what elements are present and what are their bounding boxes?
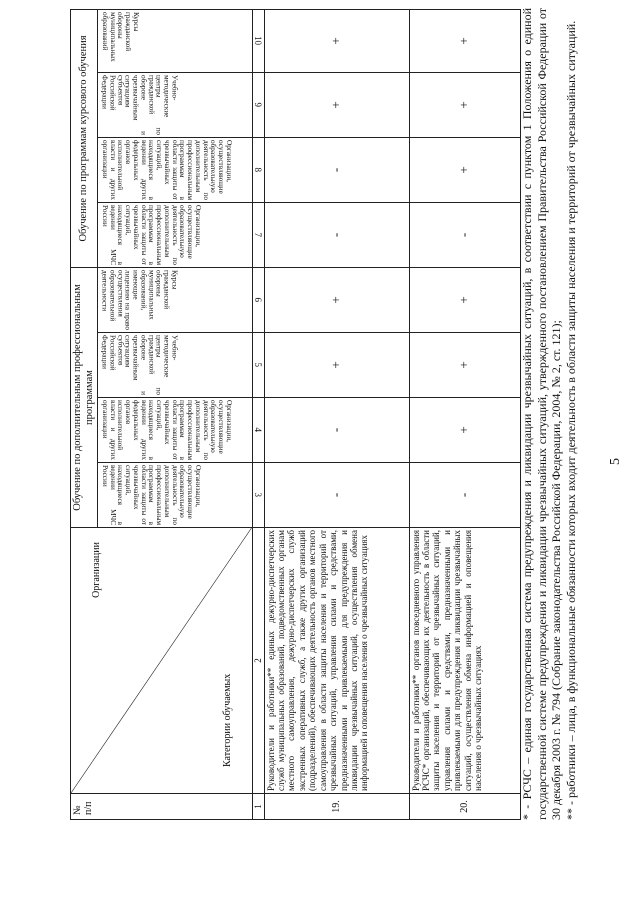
- row-mark: -: [264, 138, 409, 203]
- row-description: Руководители и работники** единых дежурно-диспетчерских служб муниципальных образований, подведомственных органам местного самоуправления, дежурно-диспетчерских служб экстренных оперативных служб, а также других организаций (подразделений), обеспечивающих деятельность органов местного самоуправления в области защиты населения и территорий от чрезвычайных ситуаций, управления силами и средствами, предназначенными и привлекаемыми для предупреждения и ликвидации чрезвычайных ситуаций, осуществления обмена информацией и оповещения населения о чрезвычайных ситуациях: [264, 528, 409, 794]
- column-number: 6: [252, 268, 264, 333]
- categories-label: Категории обучаемых: [222, 673, 234, 767]
- row-mark: -: [409, 463, 520, 528]
- column-number: 9: [252, 73, 264, 138]
- row-mark: +: [409, 73, 520, 138]
- footnotes: [520, 8, 579, 820]
- group-header-dpp: Обучение по дополнительным профессиональным программам: [71, 268, 98, 528]
- training-table: [70, 9, 521, 820]
- row-mark: -: [264, 203, 409, 268]
- column-header: Учебно-методические центры по гражданской обороне и чрезвычайным ситуациям субъектов Российской Федерации: [97, 73, 252, 138]
- row-description: Руководители и работники** органов повседневного управления РСЧС* организаций, обеспечивающих их деятельность в области защиты населения и территорий от чрезвычайных ситуаций, управления силами и средствами, предназначенными и привлекаемыми для предупреждения и ликвидации чрезвычайных ситуаций, осуществления обмена информацией и оповещения населения о чрезвычайных ситуациях: [409, 528, 520, 794]
- column-header: Организации, осуществляющие образовательную деятельность по дополнительным профессиональным программам в области защиты от чрезвычайных ситуаций, находящиеся в ведении других федеральных органов исполнительной власти и других организации: [97, 138, 252, 203]
- group-header-courses: Обучение по программам курсового обучения: [71, 9, 98, 267]
- column-header: Учебно-методические центры по гражданской обороне и чрезвычайным ситуациям субъектов Российской Федерации: [97, 333, 252, 398]
- table-row: [264, 9, 409, 819]
- column-header: Организации, осуществляющие образовательную деятельность по дополнительным профессиональным программам в области защиты от чрезвычайных ситуаций, находящиеся в ведении МЧС России: [97, 203, 252, 268]
- column-number: 8: [252, 138, 264, 203]
- row-mark: -: [264, 463, 409, 528]
- row-mark: +: [409, 9, 520, 72]
- organizations-label: Организации: [91, 542, 102, 598]
- table-row: [409, 9, 520, 819]
- footnote-rschs: * - РСЧС – единая государственная система предупреждения и ликвидации чрезвычайных ситуаций, в соответствии с пунктом 1 Положения о единой государственной системе предупреждения и ликвидации чрезвычайных ситуаций, утвержденного постановлением Правительства Российской Федерации от 30 декабря 2003 г. № 794 (Собрание законодательства Российской Федерации, 2004, № 2, ст. 121);: [520, 8, 564, 820]
- row-mark: -: [264, 398, 409, 463]
- num-header: № п/п: [71, 794, 253, 820]
- row-mark: +: [409, 138, 520, 203]
- footnote-workers: ** - работники – лица, в функциональные обязанности которых входит деятельность в области защиты населения и территорий от чрезвычайных ситуаций.: [563, 20, 578, 820]
- row-mark: +: [264, 9, 409, 72]
- column-number: 2: [252, 528, 264, 794]
- row-number: 20.: [409, 794, 520, 820]
- row-mark: +: [409, 398, 520, 463]
- column-number: 4: [252, 398, 264, 463]
- row-mark: +: [264, 333, 409, 398]
- column-number: 10: [252, 9, 264, 72]
- column-header: Курсы гражданской обороны муниципальных образований: [97, 9, 252, 72]
- column-number: 5: [252, 333, 264, 398]
- column-header: Курсы гражданской обороны муниципальных образований, имеющие лицензию на право осуществления образовательной деятельности: [97, 268, 252, 333]
- row-number: 19.: [264, 794, 409, 820]
- row-mark: +: [264, 73, 409, 138]
- category-header-cell: [71, 528, 253, 794]
- column-header: Организации, осуществляющие образовательную деятельность по дополнительным профессиональным программам в области защиты от чрезвычайных ситуаций, находящиеся в ведении МЧС России: [97, 463, 252, 528]
- row-mark: +: [409, 333, 520, 398]
- column-number: 3: [252, 463, 264, 528]
- column-header: Организации, осуществляющие образовательную деятельность по дополнительным профессиональным программам в области защиты от чрезвычайных ситуаций, находящиеся в ведении других федеральных органов исполнительной власти и других организации: [97, 398, 252, 463]
- row-mark: +: [264, 268, 409, 333]
- column-number: 1: [252, 794, 264, 820]
- row-mark: -: [409, 203, 520, 268]
- row-mark: +: [409, 268, 520, 333]
- page-number: 5: [608, 458, 623, 465]
- column-number: 7: [252, 203, 264, 268]
